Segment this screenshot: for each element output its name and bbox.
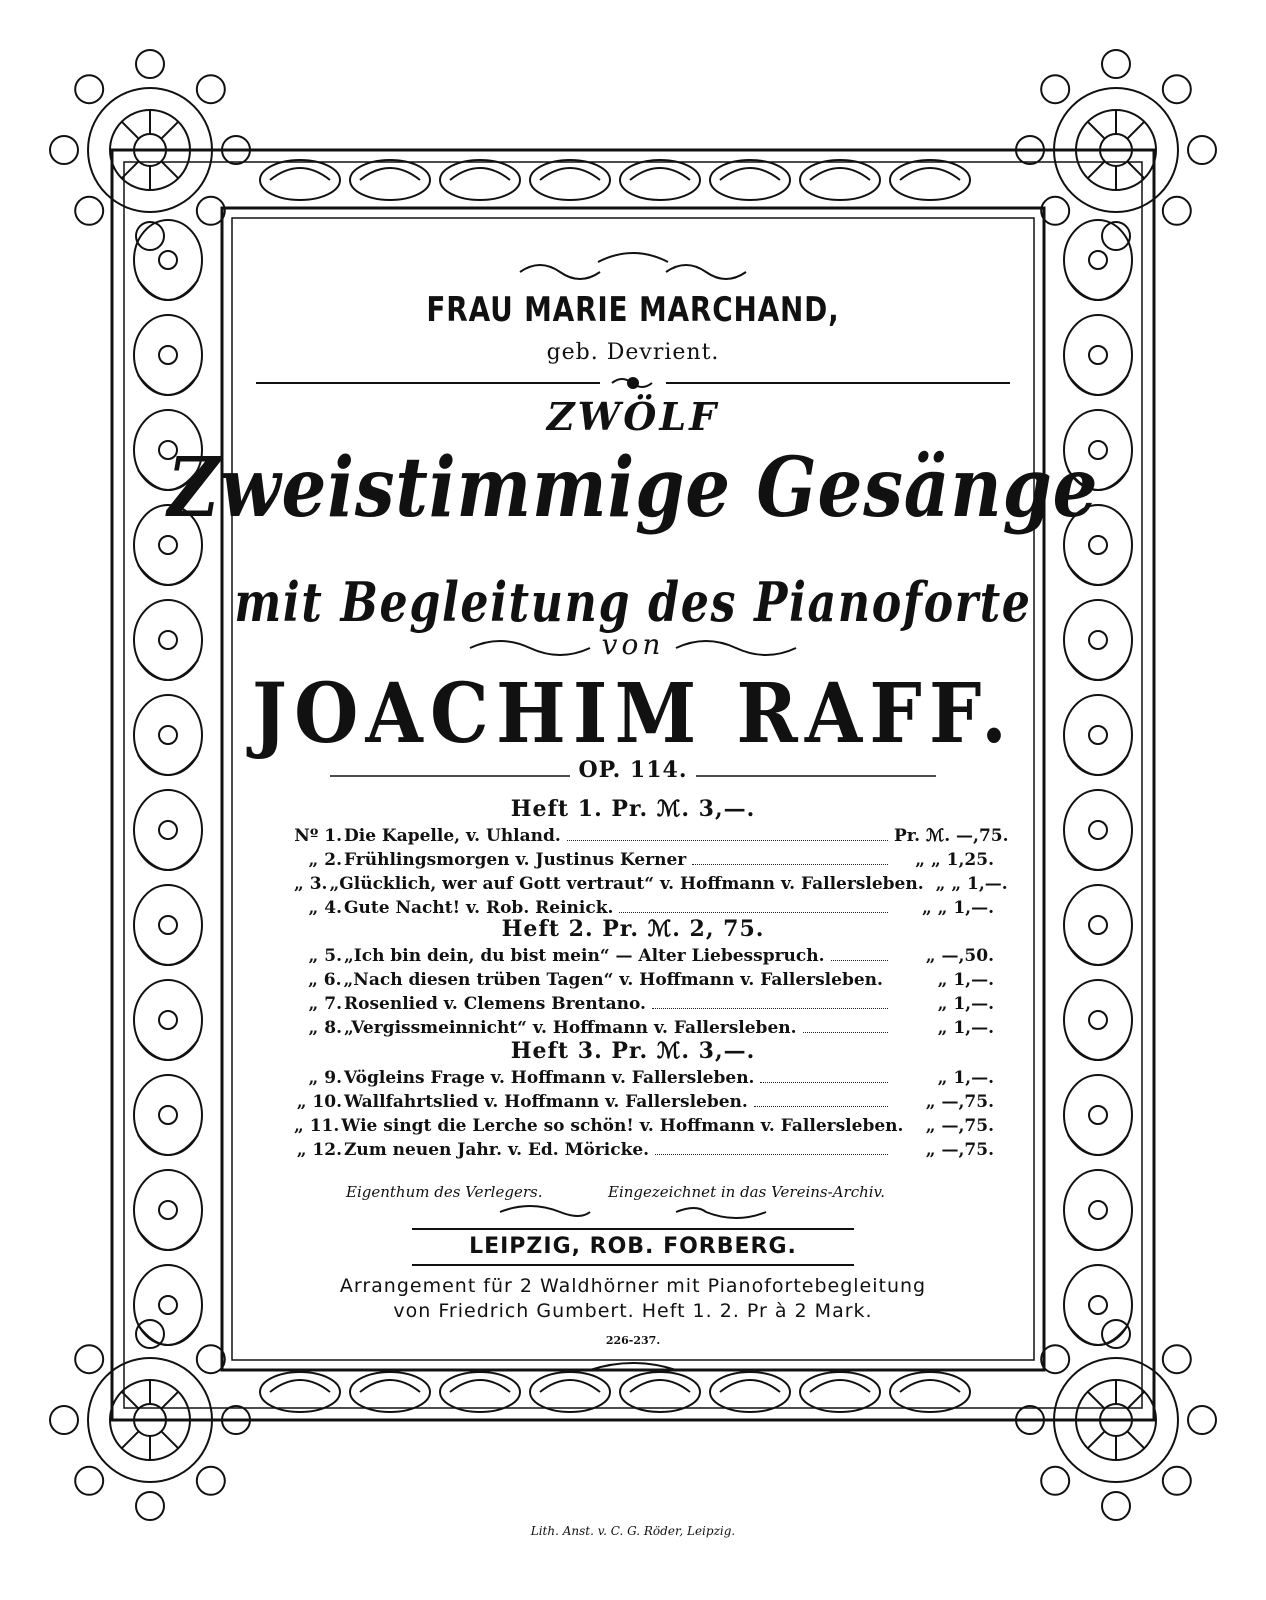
song-title: „Nach diesen trüben Tagen“ v. Hoffmann v. Fallersleben. [343,970,883,990]
leader-dots [692,864,888,865]
song-price: „ 1,—. [937,994,994,1014]
song-row [294,874,1008,898]
opus-number: OP. 114. [578,757,688,783]
song-title: Die Kapelle, v. Uhland. [344,826,561,846]
song-number: „ 8. [308,1018,342,1038]
by-word: von [601,628,665,661]
song-price: „ „ 1,—. [921,898,994,918]
song-row [294,850,994,874]
property-notice: Eigenthum des Verlegers. [346,1183,543,1201]
song-row [294,1092,994,1116]
leader-dots [652,1008,888,1009]
heft-heading: Heft 2. Pr. ℳ. 2, 75. [501,916,765,942]
work-title: Zweistimmige Gesänge [167,440,1099,536]
heft-heading: Heft 3. Pr. ℳ. 3,—. [510,1038,756,1064]
song-number: „ 9. [308,1068,342,1088]
arrangement-line-2: von Friedrich Gumbert. Heft 1. 2. Pr à 2 Mark. [393,1300,873,1322]
song-row [294,994,994,1018]
song-number: „ 12. [296,1140,342,1160]
song-title: „Vergissmeinnicht“ v. Hoffmann v. Fallersleben. [344,1018,797,1038]
song-number: „ 6. [308,970,342,990]
song-number: „ 11. [294,1116,340,1136]
leader-dots [831,960,888,961]
song-title: „Ich bin dein, du bist mein“ — Alter Liebesspruch. [344,946,825,966]
song-price: Pr. ℳ. —,75. [894,826,1009,846]
song-title: Gute Nacht! v. Rob. Reinick. [344,898,614,918]
leader-dots [567,840,888,841]
song-title: „Glücklich, wer auf Gott vertraut“ v. Hoffmann v. Fallersleben. [329,874,924,894]
printer-credit: Lith. Anst. v. C. G. Röder, Leipzig. [530,1524,736,1538]
song-number: „ 4. [308,898,342,918]
song-price: „ 1,—. [937,1018,994,1038]
song-price: „ „ 1,—. [935,874,1008,894]
song-price: „ „ 1,25. [915,850,994,870]
song-title: Frühlingsmorgen v. Justinus Kerner [344,850,687,870]
dedication-maiden-name: geb. Devrient. [546,340,720,365]
song-title: Zum neuen Jahr. v. Ed. Möricke. [344,1140,650,1160]
work-subtitle: mit Begleitung des Pianoforte [234,570,1032,634]
song-row [294,1116,994,1140]
song-row [294,1068,994,1092]
song-price: „ —,75. [925,1140,994,1160]
song-title: Wallfahrtslied v. Hoffmann v. Fallersleben. [344,1092,748,1112]
song-price: „ —,75. [925,1116,994,1136]
arrangement-line-1: Arrangement für 2 Waldhörner mit Pianofortebegleitung [339,1275,927,1297]
publisher-imprint: LEIPZIG, ROB. FORBERG. [412,1228,854,1266]
song-price: „ —,50. [925,946,994,966]
song-row [294,946,994,970]
leader-dots [803,1032,888,1033]
song-number: „ 3. [294,874,328,894]
dedication-name: FRAU MARIE MARCHAND, [426,290,840,330]
song-title: Wie singt die Lerche so schön! v. Hoffmann v. Fallersleben. [341,1116,904,1136]
leader-dots [760,1082,888,1083]
song-price: „ —,75. [925,1092,994,1112]
song-price: „ 1,—. [937,1068,994,1088]
song-number: „ 7. [308,994,342,1014]
leader-dots [754,1106,888,1107]
leader-dots [655,1154,888,1155]
song-number: „ 2. [308,850,342,870]
heft-heading: Heft 1. Pr. ℳ. 3,—. [510,796,756,822]
leader-dots [619,912,888,913]
song-number: Nº 1. [294,826,342,846]
song-title: Vögleins Frage v. Hoffmann v. Fallersleben. [344,1068,755,1088]
song-row [294,970,994,994]
song-row [294,1140,994,1164]
song-price: „ 1,—. [937,970,994,990]
song-row [294,826,1009,850]
composer-name: JOACHIM RAFF. [251,666,1015,762]
song-number: „ 10. [296,1092,342,1112]
song-title: Rosenlied v. Clemens Brentano. [344,994,646,1014]
song-number: „ 5. [308,946,342,966]
song-count: ZWÖLF [546,394,720,439]
plate-numbers: 226-237. [605,1334,661,1347]
registration-notice: Eingezeichnet in das Vereins-Archiv. [608,1183,886,1201]
